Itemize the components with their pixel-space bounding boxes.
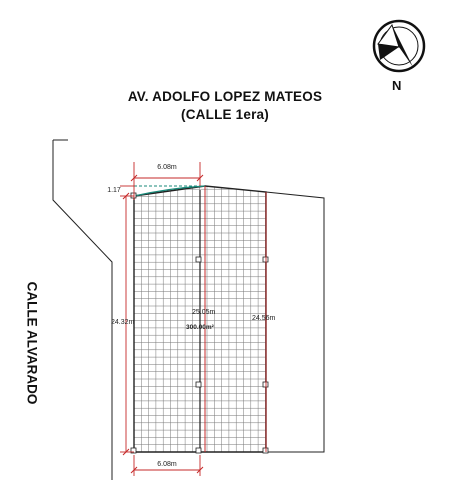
main-street-alt-name: (CALLE 1era) (181, 107, 269, 122)
side-street-name: CALLE ALVARADO (24, 281, 40, 405)
top-width-label: 6.08m (157, 164, 177, 171)
neighbor-lot (266, 192, 324, 452)
north-arrow-icon (374, 21, 424, 71)
area-label: 300.00m² (186, 324, 214, 331)
corner-offset-label: 1.17 (107, 187, 121, 194)
left-depth-label: 24.32m (111, 319, 135, 326)
center-depth-label: 25.05m (192, 309, 216, 316)
north-label: N (392, 78, 402, 93)
side-street-label (25, 268, 39, 418)
block-outline (53, 140, 112, 480)
right-depth-label: 24.56m (252, 315, 276, 322)
dimension-lines (120, 162, 266, 476)
main-street-name: AV. ADOLFO LOPEZ MATEOS (127, 89, 323, 104)
bottom-width-label: 6.08m (157, 461, 177, 468)
